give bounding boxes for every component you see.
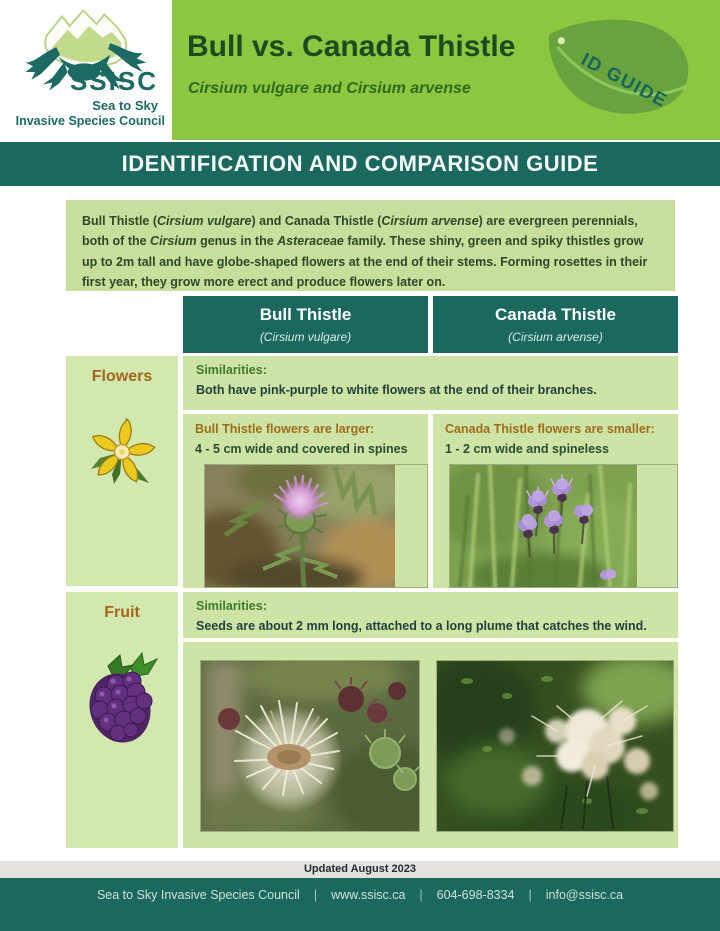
column-name: Canada Thistle [495,305,616,324]
page-title: Bull vs. Canada Thistle [187,30,516,63]
column-header-canada-thistle [433,296,678,353]
similarities-label: Similarities: [196,363,267,377]
footer-website-link[interactable]: www.ssisc.ca [331,888,406,902]
id-guide-badge [542,14,698,122]
footer-separator: | [528,888,532,902]
canada-thistle-seed-photo [436,660,674,832]
badge-label: ID GUIDE [578,48,672,112]
blackberry-icon [78,648,166,748]
fruit-section-label: Fruit [104,604,140,621]
logo-acronym: SSISC [69,66,158,96]
logo-box [0,0,172,140]
footer-bar [0,878,720,931]
header-band [172,0,720,140]
bull-flowers-header: Bull Thistle flowers are larger: [195,422,375,436]
canada-flowers-header: Canada Thistle flowers are smaller: [445,422,655,436]
updated-text: Updated August 2023 [303,863,417,875]
logo-tagline-line1: Sea to Sky [92,98,158,113]
column-header-bull-thistle [183,296,428,353]
flower-icon [85,412,159,490]
page-subtitle: Cirsium vulgare and Cirsium arvense [188,80,471,97]
column-name: Bull Thistle [259,305,352,324]
column-latin: (Cirsium arvense) [508,330,603,344]
bull-thistle-flowers-cell [183,414,428,588]
footer-email-link[interactable]: info@ssisc.ca [545,888,624,902]
section-banner [0,142,720,186]
flowers-section-label: Flowers [91,368,153,385]
bull-thistle-flower-photo [204,464,428,588]
bull-thistle-seed-photo [200,660,420,832]
flowers-label-column [66,356,178,586]
footer-phone[interactable]: 604-698-8334 [436,888,515,902]
canada-flowers-detail: 1 - 2 cm wide and spineless [445,442,609,456]
canada-thistle-flower-photo [449,464,678,588]
similarities-text: Seeds are about 2 mm long, attached to a long plume that catches the wind. [196,619,647,633]
banner-title: IDENTIFICATION AND COMPARISON GUIDE [121,151,599,176]
footer-separator: | [313,888,318,902]
flowers-similarities-panel [183,356,678,410]
footer-separator: | [419,888,423,902]
intro-panel [66,200,675,291]
fruit-label-column [66,592,178,848]
bull-flowers-detail: 4 - 5 cm wide and covered in spines [195,442,408,456]
updated-strip [0,861,720,878]
intro-paragraph: Bull Thistle (Cirsium vulgare) and Canada Thistle (Cirsium arvense) are evergreen perennials, both of the Cirsium genus in the Asteraceae family. These shiny, green and spiky thistles grow up to 2m tall and have globe-shaped flowers at the end of their stems. Forming rosettes in their first year, they grow more erect and produce flowers later on. [82,214,648,289]
similarities-label: Similarities: [196,599,267,613]
logo-tagline-line2: Invasive Species Council [15,114,165,128]
canada-thistle-flowers-cell [433,414,678,588]
fruit-similarities-panel [183,592,678,638]
column-latin: (Cirsium vulgare) [259,330,352,344]
fruit-photos-panel [183,642,678,848]
similarities-text: Both have pink-purple to white flowers at the end of their branches. [196,383,597,397]
footer-org: Sea to Sky Invasive Species Council [96,888,300,902]
